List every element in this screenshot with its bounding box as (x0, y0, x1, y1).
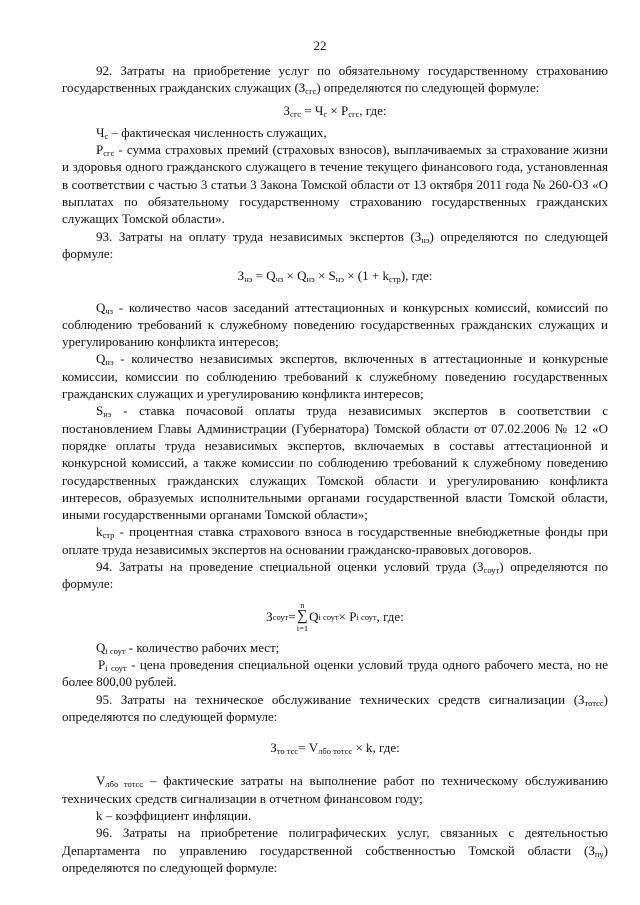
paragraph-94: 94. Затраты на проведение специальной оценки условий труда $(З_{соут})$ определяются по формуле: (62, 559, 608, 592)
formula-93: $З_{нэ} = Q_{чз} \times Q_{нэ} \times S_{нэ} \times (1 + k_{стр})$, где: (237, 268, 433, 285)
paragraph-93: 93. Затраты на оплату труда независимых экспертов $(З_{нэ})$ определяются по следующей формуле: (62, 228, 608, 261)
page-number: 22 (313, 38, 327, 53)
paragraph-96: 96. Затраты на приобретение полиграфических услуг, связанных с деятельностью Департамента по управлению государственной собственностью Томской области $(З_{пу})$ определяются по следующей формуле: (62, 825, 608, 875)
paragraph-95: 95. Затраты на техническое обслуживание технических средств сигнализации $(З_{тотсс})$ определяются по следующей формуле: (62, 691, 608, 724)
definition-93-4: $k_{стр}$ - процентная ставка страхового взноса в государственные внебюджетные фонды при оплате труда независимых экспертов на основании гражданско-правовых договоров. (62, 524, 608, 557)
definition-92-2: $Р_{сгс}$ - сумма страховых премий (страховых взносов), выплачиваемых за страхование жизни и здоровья одного гражданского служащего в течение текущего финансового года, установленная в соответствии с частью 3 статьи 3 Закона Томской области от 13 октября 2011 года № 260-ОЗ «О выплатах по обязательному государственному страхованию государственных гражданских служащих Томской области». (62, 142, 608, 227)
definition-93-3: $S_{нэ}$ - ставка почасовой оплаты труда независимых экспертов в соответствии с постановлением Главы Администрации (Губернатора) Томской области от 07.02.2006 № 12 «О порядке оплаты труда независимых экспертов, включаемых в составы аттестационной и конкурсной комиссий, а также комиссии по соблюдению требований к служебному поведению государственных гражданских служащих Томской области и урегулированию конфликта интересов, образуемых исполнительными органами государственной власти Томской области, иными государственными органами Томской области»; (62, 403, 608, 523)
document-body (62, 62, 608, 876)
definition-92-1: $Ч_с$ – фактическая численность служащих, (96, 124, 327, 141)
formula-95: $З_{то тсс}= V_{лбо тотсс} \times k$, где: (270, 740, 400, 757)
definition-93-1: $Q_{чз}$ - количество часов заседаний аттестационных и конкурсных комиссий, комиссий по соблюдению требований к служебному поведению государственных гражданских служащих и урегулированию конфликта интересов; (62, 299, 608, 350)
definition-95-2: k – коэффициент инфляции. (96, 807, 252, 823)
paragraph-92: 92. Затраты на приобретение услуг по обязательному государственному страхованию государственных гражданских служащих $(З_{сгс})$ определяются по следующей формуле: (62, 63, 608, 97)
definition-94-1: $Q_{i соут}$ - количество рабочих мест; (96, 639, 280, 656)
definition-95-1: $V_{лбо тотсс}$ – фактические затраты на выполнение работ по техническому обслуживанию технических средств сигнализации в отчетном финансовом году; (62, 773, 609, 806)
definition-94-2: $P_{i соут}$ - цена проведения специальной оценки условий труда одного рабочего места, но не более 800,00 рублей. (62, 656, 608, 690)
definition-93-2: $Q_{нэ}$ - количество независимых экспертов, включенных в аттестационные и конкурсные комиссии, комиссии по соблюдению требований к служебному поведению государственных гражданских служащих и урегулированию конфликта интересов; (62, 351, 608, 402)
formula-94: З соут = n ∑ i=1 Q i соут × P i соут , где: (266, 599, 404, 634)
summation-symbol: n ∑ i=1 (296, 599, 309, 634)
formula-92: $З_{сгс} = Ч_с \times Р_{сгс}$, где: (283, 102, 387, 119)
